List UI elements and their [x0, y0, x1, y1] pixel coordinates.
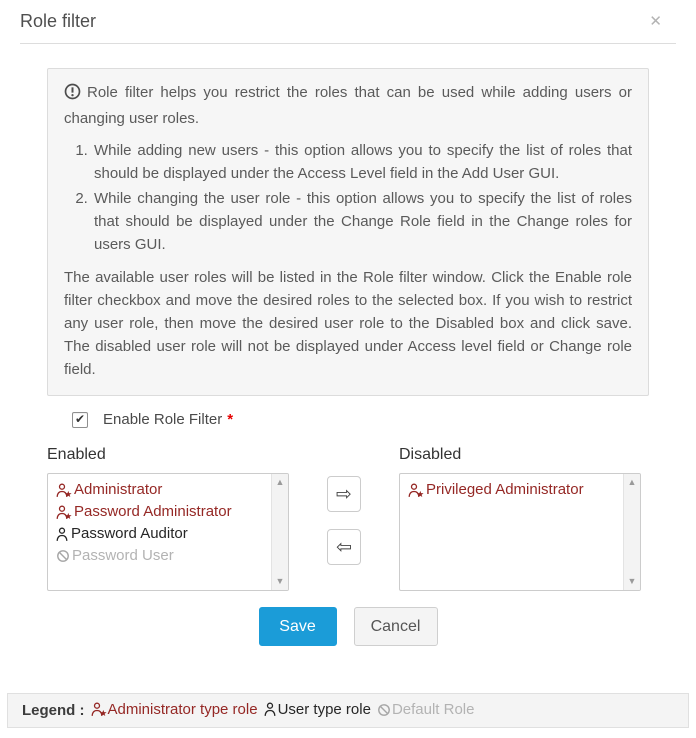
user-role-icon: [56, 527, 69, 542]
legend-item: [377, 701, 475, 718]
scrollbar[interactable]: [271, 474, 288, 590]
legend-item: [91, 701, 258, 718]
move-left-button[interactable]: [327, 529, 361, 565]
info-intro-text: Role filter helps you restrict the roles that can be used while adding users or changing user roles.: [64, 84, 632, 127]
disabled-listbox[interactable]: [399, 473, 641, 591]
scroll-up-icon[interactable]: ▲: [275, 477, 285, 487]
enable-role-filter-checkbox[interactable]: [72, 412, 88, 428]
admin-role-icon: [56, 483, 72, 498]
arrow-right-icon: ⇨: [336, 483, 352, 505]
move-buttons: [289, 446, 399, 591]
legend-item-label: User type role: [277, 700, 371, 718]
scroll-up-icon[interactable]: ▲: [627, 477, 637, 487]
info-footer: The available user roles will be listed in the Role filter window. Click the Enable role filter checkbox and move the desired roles to the selected box. If you wish to restrict any user role, then move the desired user role to the Disabled box and click save. The disabled user role will not be displayed under Access level field or Change role field.: [64, 269, 632, 378]
disabled-heading: Disabled: [399, 446, 462, 463]
enabled-column: [47, 446, 289, 591]
buttons-row: [47, 607, 649, 646]
legend-item-label: Administrator type role: [107, 700, 258, 718]
dialog-body: [0, 68, 696, 646]
required-marker: *: [227, 411, 234, 428]
default-role-icon: [56, 549, 70, 563]
info-list: [64, 139, 632, 256]
role-item[interactable]: [56, 523, 262, 545]
role-label: Privileged Administrator: [426, 481, 584, 498]
enabled-listbox[interactable]: [47, 473, 289, 591]
legend-label: Legend :: [22, 702, 85, 719]
disabled-column: [399, 446, 641, 591]
move-right-button[interactable]: [327, 476, 361, 512]
role-label: Password User: [72, 547, 174, 564]
arrow-left-icon: ⇦: [336, 536, 352, 558]
role-label: Administrator: [74, 481, 163, 498]
enable-row: [47, 411, 649, 428]
legend-bar: [7, 693, 689, 728]
role-item[interactable]: [408, 479, 614, 501]
enable-role-filter-label[interactable]: Enable Role Filter: [103, 411, 223, 428]
scrollbar[interactable]: [623, 474, 640, 590]
cancel-button[interactable]: Cancel: [354, 607, 438, 646]
info-list-item: 2. While changing the user role - this option allows you to specify the list of roles that should be displayed under the Change Role field in the Change roles for users GUI.: [92, 187, 632, 256]
role-item[interactable]: [56, 479, 262, 501]
enabled-heading: Enabled: [47, 446, 106, 463]
role-item[interactable]: [56, 545, 262, 567]
scroll-down-icon[interactable]: ▼: [275, 576, 285, 586]
lists-row: [47, 446, 649, 591]
role-item[interactable]: [56, 501, 262, 523]
user-role-icon: [264, 702, 277, 717]
legend-item-label: Default Role: [391, 701, 475, 718]
info-intro: [64, 81, 632, 130]
close-icon[interactable]: ✕: [645, 10, 676, 33]
role-label: Password Administrator: [74, 503, 232, 520]
save-button[interactable]: Save: [259, 607, 337, 646]
exclamation-circle-icon: [64, 83, 81, 107]
check-icon: ✔: [74, 411, 86, 426]
dialog-title: Role filter: [20, 11, 97, 31]
legend-items: [91, 701, 481, 721]
dialog-header: [20, 0, 676, 44]
role-label: Password Auditor: [71, 525, 188, 542]
info-list-item: 1. While adding new users - this option allows you to specify the list of roles that should be displayed under the Access Level field in the Add User GUI.: [92, 139, 632, 185]
admin-role-icon: [91, 702, 107, 717]
info-box: [47, 68, 649, 396]
default-role-icon: [377, 703, 391, 717]
legend-item: [264, 701, 371, 718]
scroll-down-icon[interactable]: ▼: [627, 576, 637, 586]
admin-role-icon: [408, 483, 424, 498]
admin-role-icon: [56, 505, 72, 520]
